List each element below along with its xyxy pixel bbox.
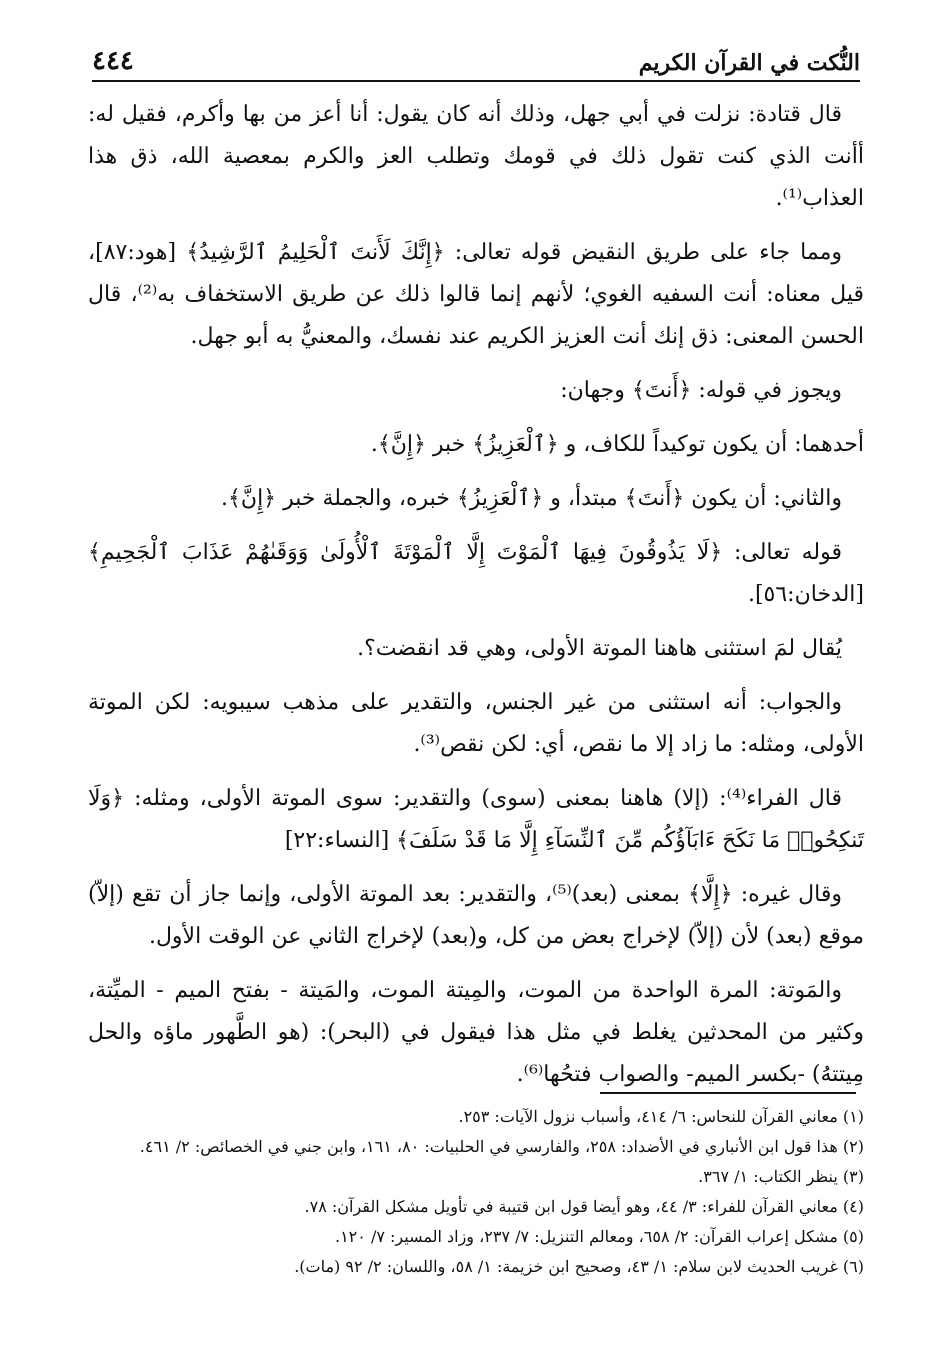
running-header: [92, 40, 860, 76]
paragraph-other-view: وقال غيره: ﴿إِلَّا﴾ بمعنى (بعد)⁽⁵⁾، والتقدير: بعد الموتة الأولى، وإنما جاز أن تقع (إلاّ) موقع (بعد) لأن (إلاّ) لإخراج بعض من كل، و(بعد) لإخراج الثاني عن الوقت الأول.: [88, 882, 864, 949]
paragraph-second-aspect: والثاني: أن يكون ﴿أَنتَ﴾ مبتدأ، و ﴿ٱلْعَزِيزُ﴾ خبره، والجملة خبر ﴿إِنَّ﴾.: [221, 486, 842, 511]
footnote-1: (١) معاني القرآن للنحاس: ٦/ ٤١٤، وأسباب نزول الآيات: ٢٥٣.: [458, 1107, 864, 1126]
footnote-2: (٢) هذا قول ابن الأنباري في الأضداد: ٢٥٨، والفارسي في الحلبيات: ٨٠، ١٦١، وابن جني في الخصائص: ٢/ ٤٦١.: [139, 1137, 864, 1156]
footnote-6: (٦) غريب الحديث لابن سلام: ١/ ٤٣، وصحيح ابن خزيمة: ١/ ٥٨، واللسان: ٢/ ٩٢ (مات).: [294, 1257, 864, 1276]
paragraph-wajhan: ويجوز في قوله: ﴿أَنتَ﴾ وجهان:: [560, 378, 842, 403]
footnotes: [88, 1102, 864, 1282]
header-rule: [92, 80, 860, 82]
paragraph-naqid: ومما جاء على طريق النقيض قوله تعالى: ﴿إِنَّكَ لَأَنتَ ٱلْحَلِيمُ ٱلرَّشِيدُ﴾ [هود:٨٧]، قيل معناه: أنت السفيه الغوي؛ لأنهم إنما قالوا ذلك عن طريق الاستخفاف به⁽²⁾، قال الحسن المعنى: ذق إنك أنت العزيز الكريم عند نفسك، والمعنيُّ به أبو جهل.: [88, 240, 865, 349]
paragraph-mawta: والمَوتة: المرة الواحدة من الموت، والمِيتة الموت، والمَيتة - بفتح الميم - الميِّتة، وكثير من المحدثين يغلط في مثل هذا فيقول في (البحر): (هو الطَّهور ماؤه والحل مِيتتهُ) -بكسر الميم- والصواب فتحُها⁽⁶⁾.: [88, 978, 864, 1087]
page-number: ٤٤٤: [92, 46, 134, 76]
footnote-5: (٥) مشكل إعراب القرآن: ٢/ ٦٥٨، ومعالم التنزيل: ٧/ ٢٣٧، وزاد المسير: ٧/ ١٢٠.: [334, 1227, 864, 1246]
paragraph-qatada: قال قتادة: نزلت في أبي جهل، وذلك أنه كان يقول: أنا أعز من بها وأكرم، فقيل له: أأنت الذي كنت تقول ذلك في قومك وتطلب العز والكرم بمعصية الله، ذق هذا العذاب⁽¹⁾.: [88, 102, 864, 211]
footnote-4: (٤) معاني القرآن للفراء: ٣/ ٤٤، وهو أيضا قول ابن قتيبة في تأويل مشكل القرآن: ٧٨.: [304, 1197, 864, 1216]
main-text: [88, 94, 864, 1108]
footnote-3: (٣) ينظر الكتاب: ١/ ٣٦٧.: [698, 1167, 864, 1186]
paragraph-farra: قال الفراء⁽⁴⁾: (إلا) هاهنا بمعنى (سوى) والتقدير: سوى الموتة الأولى، ومثله: ﴿وَلَا تَنكِحُوا۟ مَا نَكَحَ ءَابَآؤُكُم مِّنَ ٱلنِّسَآءِ إِلَّا مَا قَدْ سَلَفَ﴾ [النساء:٢٢]: [88, 786, 864, 853]
paragraph-first-aspect: أحدهما: أن يكون توكيداً للكاف، و ﴿ٱلْعَزِيزُ﴾ خبر ﴿إِنَّ﴾.: [370, 432, 864, 457]
book-title: النُّكت في القرآن الكريم: [638, 50, 860, 76]
paragraph-answer: والجواب: أنه استثنى من غير الجنس، والتقدير على مذهب سيبويه: لكن الموتة الأولى، ومثله: ما زاد إلا ما نقص، أي: لكن نقص⁽³⁾.: [88, 690, 864, 757]
paragraph-question: يُقال لمَ استثنى هاهنا الموتة الأولى، وهي قد انقضت؟.: [357, 636, 842, 661]
footnote-rule: [600, 1092, 856, 1094]
paragraph-verse-dukhan: قوله تعالى: ﴿لَا يَذُوقُونَ فِيهَا ٱلْمَوْتَ إِلَّا ٱلْمَوْتَةَ ٱلْأُولَىٰ وَوَقَىٰهُمْ عَذَابَ ٱلْجَحِيمِ﴾ [الدخان:٥٦].: [88, 540, 864, 607]
